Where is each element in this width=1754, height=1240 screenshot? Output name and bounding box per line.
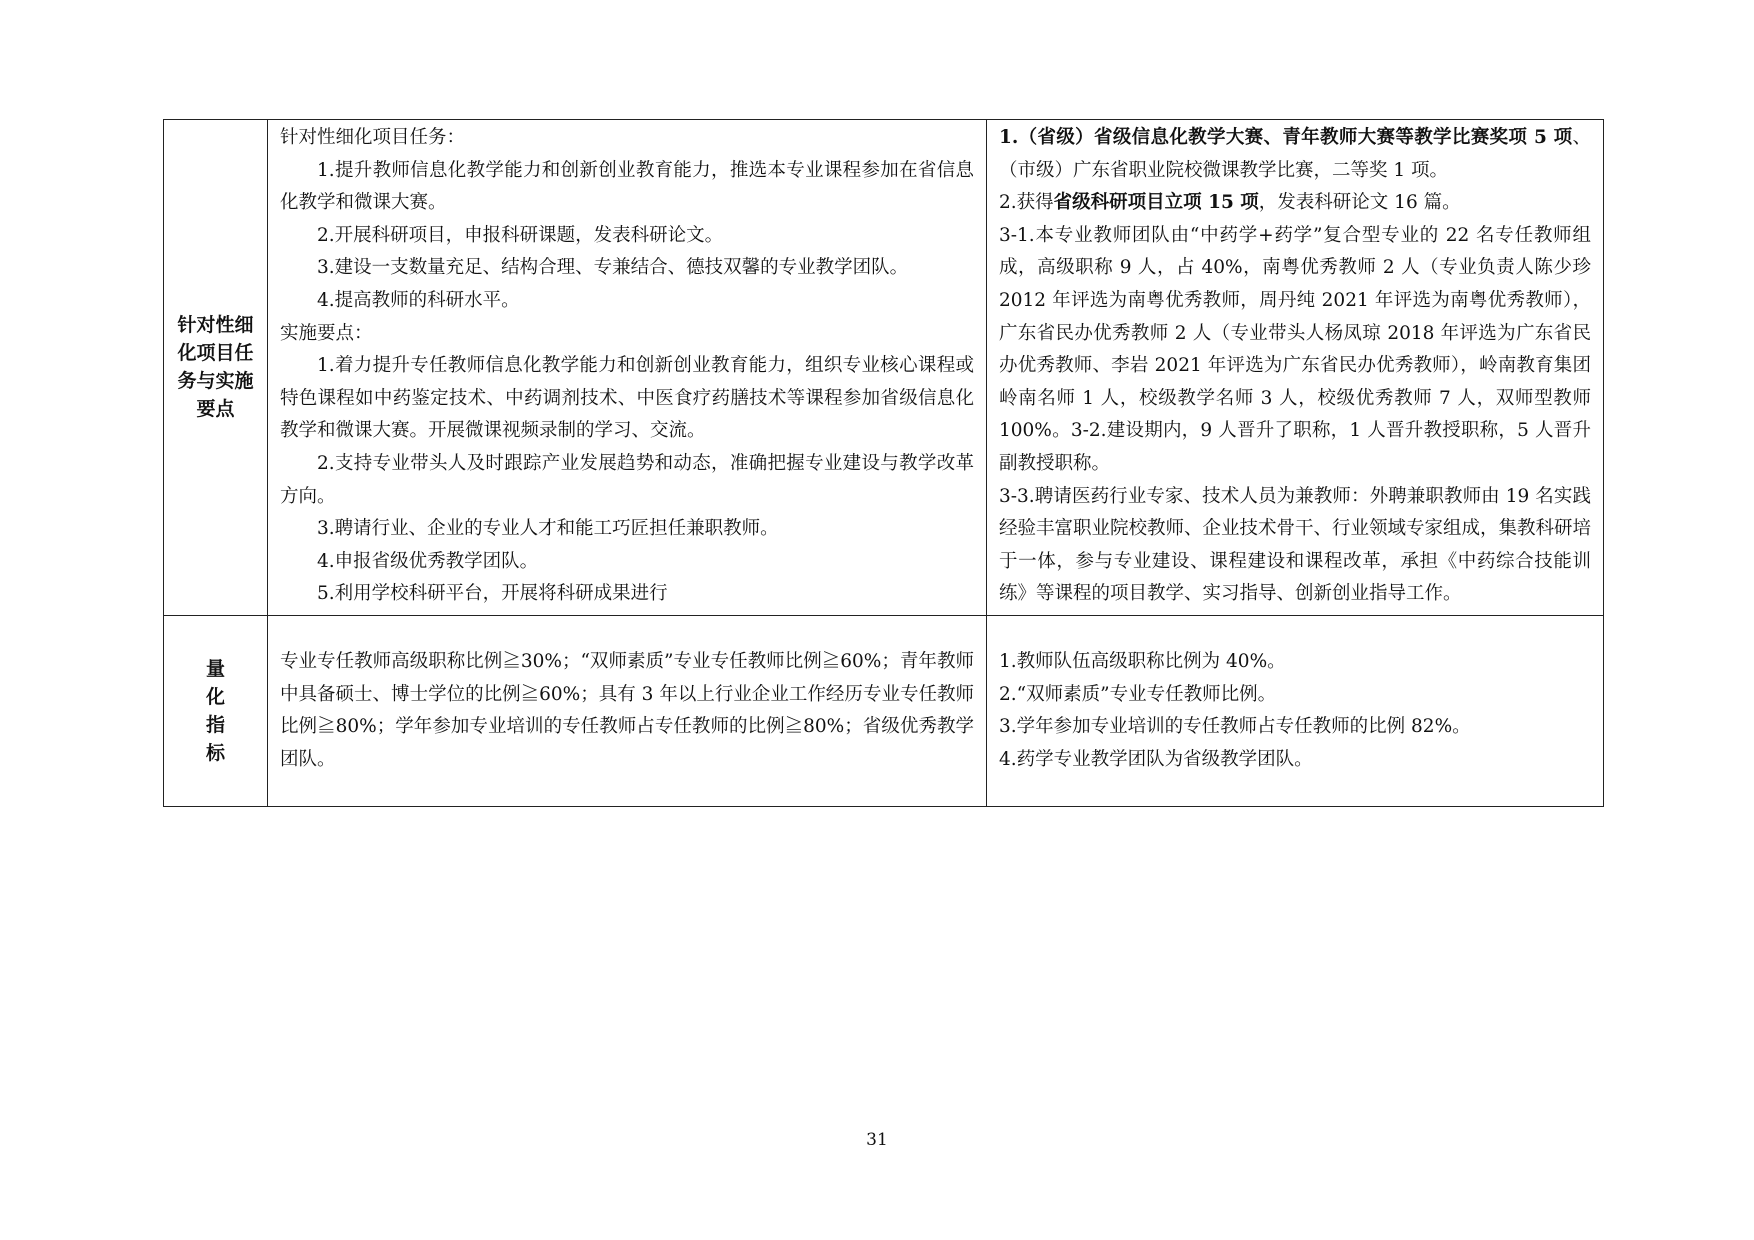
result-text: ，发表科研论文 16 篇。 — [1258, 192, 1461, 214]
point-item: 2.支持专业带头人及时跟踪产业发展趋势和动态，准确把握专业建设与教学改革方向。 — [280, 452, 974, 507]
targets-cell — [268, 615, 987, 806]
table-row-metrics — [164, 615, 1604, 806]
metric-result-item: 2.“双师素质”专业专任教师比例。 — [999, 683, 1277, 705]
table-row-tasks — [164, 120, 1604, 616]
task-item: 1.提升教师信息化教学能力和创新创业教育能力，推选本专业课程参加在省信息化教学和微课大赛。 — [280, 159, 974, 214]
row-label-tasks: 针对性细化项目任务与实施要点 — [177, 314, 254, 421]
result-bold-text: 省级科研项目立项 15 项 — [1053, 192, 1259, 214]
result-item: 3-1.本专业教师团队由“中药学+药学”复合型专业的 22 名专任教师组成，高级职称 9 人，占 40%，南粤优秀教师 2 人（专业负责人陈少珍 2012 年评选为南粤优秀教师，周丹纯 2021 年评选为南粤优秀教师），广东省民办优秀教师 2 人（专业带头人杨凤琼 2018 年评选为广东省民办优秀教师、李岩 2021 年评选为广东省民办优秀教师），岭南教育集团岭南名师 1 人，校级教学名师 3 人，校级优秀教师 7 人，双师型教师 100%。3-2.建设期内，9 人晋升了职称，1 人晋升教授职称，5 人晋升副教授职称。 — [999, 224, 1591, 474]
metric-result-item: 3.学年参加专业培训的专任教师占专任教师的比例 82%。 — [999, 716, 1471, 738]
row-label-cell — [164, 120, 268, 616]
point-item: 1.着力提升专任教师信息化教学能力和创新创业教育能力，组织专业核心课程或特色课程如中药鉴定技术、中药调剂技术、中医食疗药膳技术等课程参加省级信息化教学和微课大赛。开展微课视频录制的学习、交流。 — [280, 355, 974, 442]
metric-results-cell — [987, 615, 1604, 806]
tasks-heading: 针对性细化项目任务： — [280, 127, 466, 148]
point-item: 5.利用学校科研平台，开展将科研成果进行 — [317, 583, 668, 605]
row-label-cell — [164, 615, 268, 806]
metric-result-item: 4.药学专业教学团队为省级教学团队。 — [999, 748, 1313, 770]
point-item: 3.聘请行业、企业的专业人才和能工巧匠担任兼职教师。 — [317, 518, 779, 540]
result-item: 3-3.聘请医药行业专家、技术人员为兼教师：外聘兼职教师由 19 名实践经验丰富职业院校教师、企业技术骨干、行业领域专家组成，集教科研培于一体，参与专业建设、课程建设和课程改革，承担《中药综合技能训练》等课程的项目教学、实习指导、创新创业指导工作。 — [999, 485, 1592, 605]
result-bold-text: 1.（省级）省级信息化教学大赛、青年教师大赛等教学比赛奖项 5 项 — [999, 127, 1573, 148]
result-item — [999, 122, 1591, 187]
task-item: 4.提高教师的科研水平。 — [317, 289, 520, 311]
result-text: 2.获得 — [999, 192, 1054, 214]
row-label-metrics: 量化指标 — [205, 658, 225, 765]
task-item: 2.开展科研项目，申报科研课题，发表科研论文。 — [317, 224, 724, 246]
tasks-cell — [268, 120, 987, 616]
task-item: 3.建设一支数量充足、结构合理、专兼结合、德技双馨的专业教学团队。 — [317, 257, 909, 279]
page-number: 31 — [866, 1130, 888, 1150]
metric-result-item: 1.教师队伍高级职称比例为 40%。 — [999, 650, 1286, 672]
points-heading: 实施要点： — [280, 322, 373, 344]
targets-text: 专业专任教师高级职称比例≧30%；“双师素质”专业专任教师比例≧60%；青年教师中具备硕士、博士学位的比例≧60%；具有 3 年以上行业企业工作经历专业专任教师比例≧80%；学年参加专业培训的专任教师占专任教师的比例≧80%；省级优秀教学团队。 — [280, 650, 974, 770]
point-item: 4.申报省级优秀教学团队。 — [317, 550, 539, 572]
result-text: 、（市级）广东省职业院校微课教学比赛，二等奖 1 项。 — [999, 127, 1591, 181]
content-table — [163, 119, 1604, 807]
results-cell — [987, 120, 1604, 616]
result-item — [999, 187, 1591, 220]
